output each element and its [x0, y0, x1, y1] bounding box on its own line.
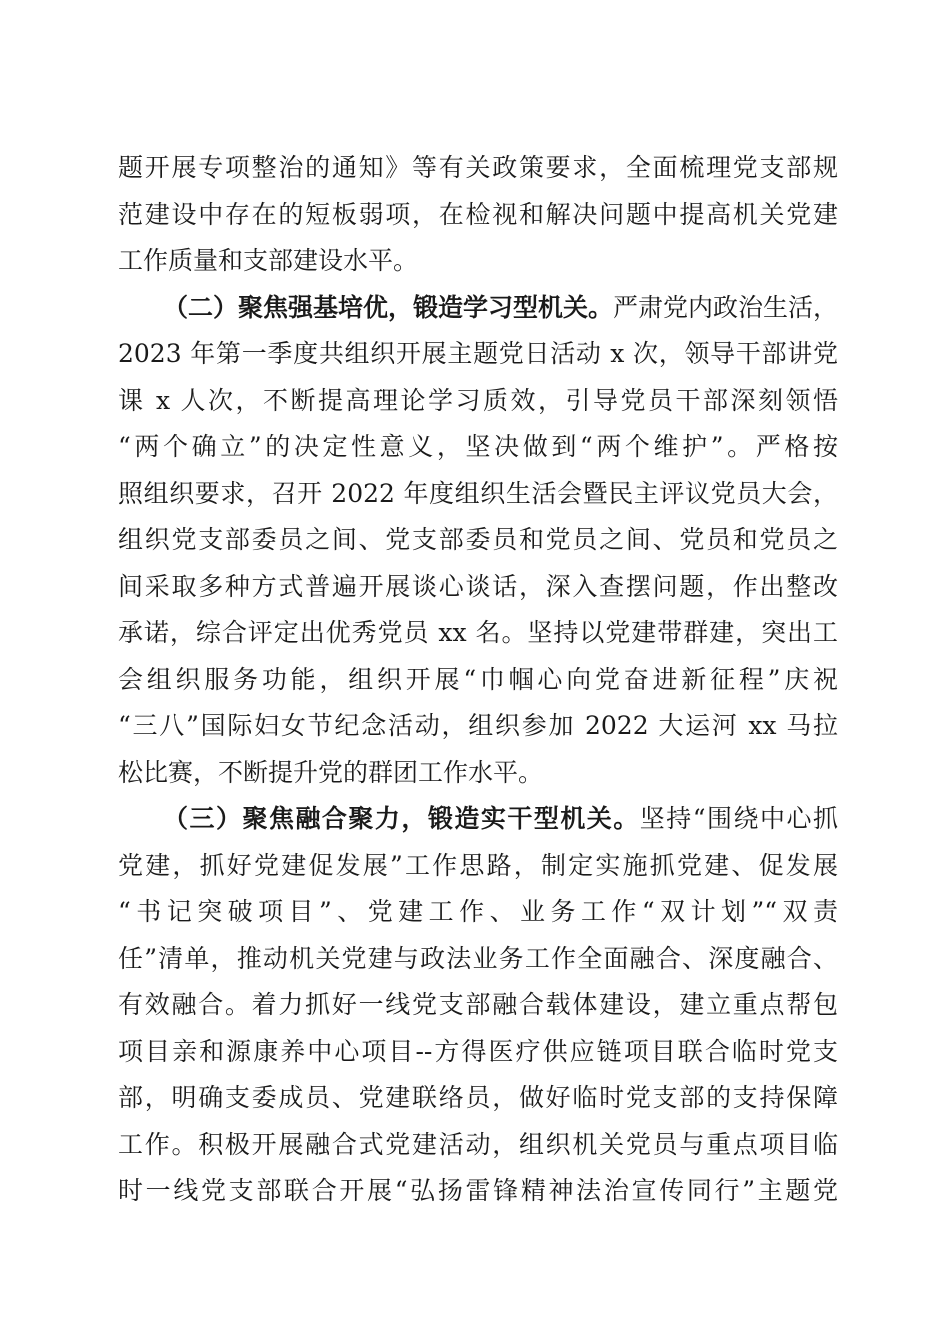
paragraph-line: 有效融合。着力抓好一线党支部融合载体建设，建立重点帮包	[118, 990, 838, 1019]
paragraph-text: 严肃党内政治生活，	[613, 292, 839, 322]
section-heading: （三）聚焦融合聚力，锻造实干型机关。	[163, 804, 640, 833]
document-body	[118, 145, 838, 1215]
paragraph-first-line	[118, 285, 838, 332]
paragraph-line: 项目亲和源康养中心项目--方得医疗供应链项目联合临时党支	[118, 1036, 838, 1066]
paragraph-line: 题开展专项整治的通知》等有关政策要求，全面梳理党支部规	[118, 153, 838, 182]
paragraph-line: 组织党支部委员之间、党支部委员和党员之间、党员和党员之	[118, 525, 838, 554]
paragraph-line: 照组织要求，召开 2022 年度组织生活会暨民主评议党员大会，	[118, 478, 838, 508]
paragraph-line: 课 x 人次，不断提高理论学习质效，引导党员干部深刻领悟	[118, 385, 838, 415]
paragraph-line: 任”清单，推动机关党建与政法业务工作全面融合、深度融合、	[118, 943, 838, 973]
paragraph-line: 党建，抓好党建促发展”工作思路，制定实施抓党建、促发展	[118, 850, 838, 880]
paragraph-line: 时一线党支部联合开展“弘扬雷锋精神法治宣传同行”主题党	[118, 1176, 838, 1205]
paragraph-line: 工作。积极开展融合式党建活动，组织机关党员与重点项目临	[118, 1129, 838, 1159]
paragraph-line: 2023 年第一季度共组织开展主题党日活动 x 次，领导干部讲党	[118, 339, 838, 368]
paragraph-line: 松比赛，不断提升党的群团工作水平。	[118, 757, 544, 787]
paragraph-line: “三八”国际妇女节纪念活动，组织参加 2022 大运河 xx 马拉	[118, 711, 838, 740]
paragraph-line: 承诺，综合评定出优秀党员 xx 名。坚持以党建带群建，突出工	[118, 618, 838, 647]
paragraph-line: 间采取多种方式普遍开展谈心谈话，深入查摆问题，作出整改	[118, 571, 838, 601]
paragraph-line: 范建设中存在的短板弱项，在检视和解决问题中提高机关党建	[118, 199, 838, 229]
paragraph-line: 部，明确支委成员、党建联络员，做好临时党支部的支持保障	[118, 1083, 838, 1112]
paragraph-line: 会组织服务功能，组织开展“巾帼心向党奋进新征程”庆祝	[118, 664, 838, 694]
paragraph-line: 工作质量和支部建设水平。	[118, 246, 419, 275]
paragraph-line: “两个确立”的决定性意义，坚决做到“两个维护”。严格按	[118, 432, 838, 461]
paragraph-line: “书记突破项目”、党建工作、业务工作“双计划”“双责	[118, 897, 838, 926]
section-heading: （二）聚焦强基培优，锻造学习型机关。	[163, 292, 614, 322]
paragraph-first-line	[118, 796, 838, 843]
paragraph-text: 坚持“围绕中心抓	[639, 804, 838, 833]
